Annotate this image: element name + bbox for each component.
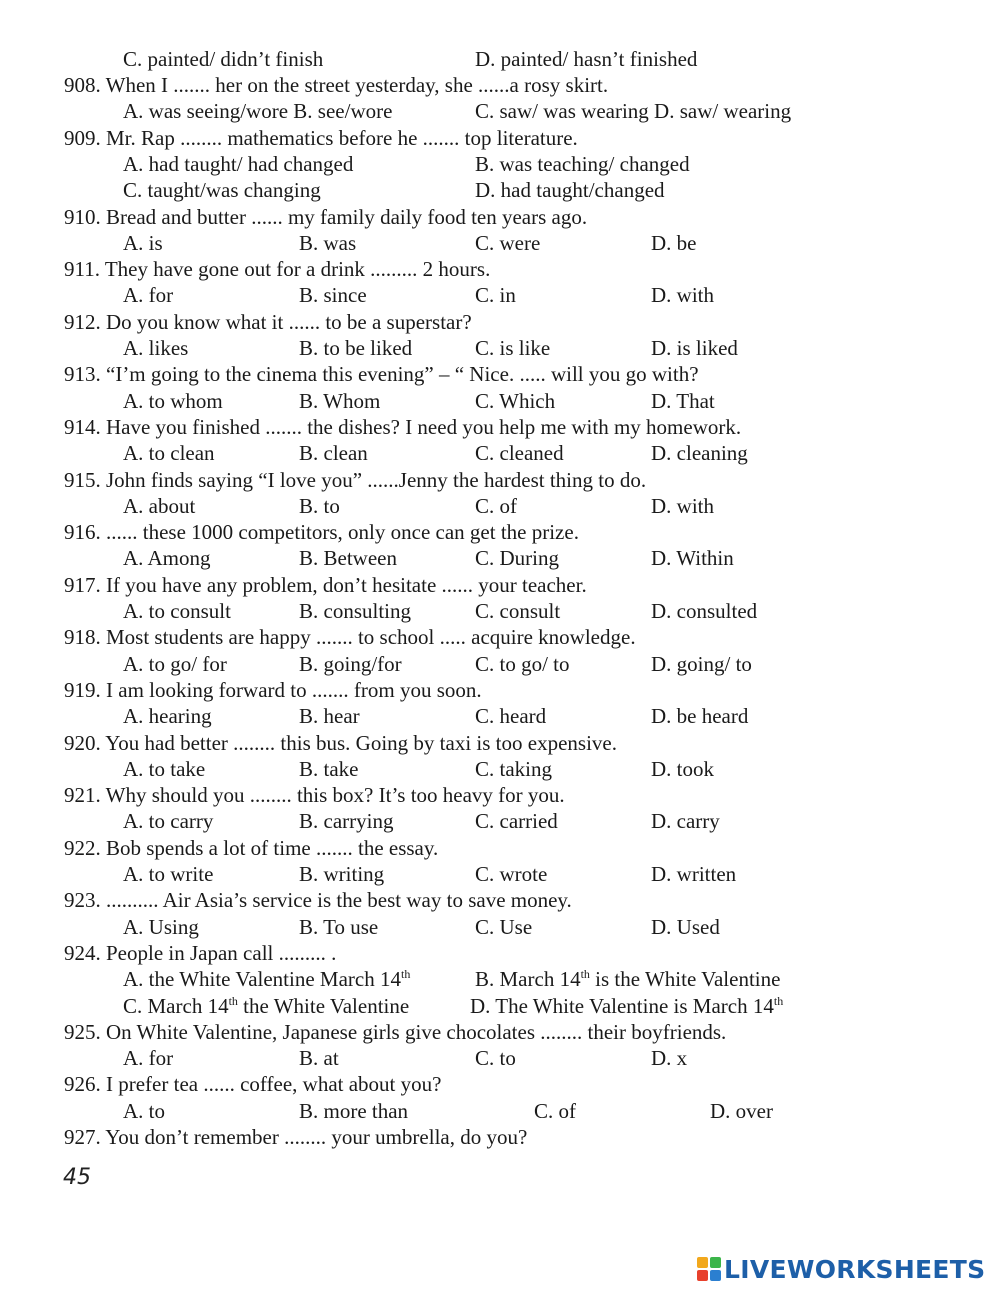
question-stem: 917. If you have any problem, don’t hesitate ...... your teacher. (64, 572, 587, 597)
option-a: A. about (123, 493, 196, 518)
option-text-tail: the White Valentine (237, 993, 410, 1018)
option-a: A. to consult (123, 599, 231, 623)
option-d: D. Within (651, 546, 734, 571)
answer-options (0, 177, 1000, 203)
question-921 (0, 782, 1000, 808)
option-c: C. taking (475, 756, 552, 781)
option-text: C. March 14 (123, 993, 229, 1018)
question-stem: 909. Mr. Rap ........ mathematics before he ....... top literature. (64, 125, 578, 150)
question-909 (0, 125, 1000, 151)
option-a: A. to write (123, 862, 214, 886)
question-919 (0, 677, 1000, 703)
question-913 (0, 361, 1000, 387)
answer-options (0, 914, 1000, 940)
option-d: D. written (651, 862, 737, 886)
option-a: A. Among (123, 546, 211, 571)
question-910 (0, 204, 1000, 230)
question-922 (0, 835, 1000, 861)
option-b: B. was (299, 230, 357, 255)
question-stem: 910. Bread and butter ...... my family daily food ten years ago. (64, 204, 588, 229)
answer-options (0, 151, 1000, 177)
option-b: B. since (299, 283, 367, 308)
option-a: A. hearing (123, 704, 212, 729)
option-b: B. at (299, 1046, 339, 1071)
answer-options (0, 756, 1000, 782)
brand-mark-square (697, 1257, 708, 1268)
option-d: D. with (651, 283, 714, 308)
answer-options (0, 282, 1000, 308)
option-d: D. be (651, 230, 697, 255)
ordinal-suffix: th (773, 993, 784, 1008)
question-stem: 908. When I ....... her on the street yesterday, she ......a rosy skirt. (64, 73, 609, 97)
question-911 (0, 256, 1000, 282)
answer-options (0, 545, 1000, 571)
question-916 (0, 519, 1000, 545)
option-c-d: C. saw/ was wearing D. saw/ wearing (475, 99, 792, 124)
question-923 (0, 887, 1000, 913)
option-c: C. to go/ to (475, 651, 570, 676)
option-c: C. to (475, 1046, 516, 1071)
option-a: A. is (123, 230, 163, 255)
option-d: D. consulted (651, 599, 758, 623)
answer-options (0, 230, 1000, 256)
option-d: D. is liked (651, 336, 738, 360)
question-920 (0, 730, 1000, 756)
question-stem: 926. I prefer tea ...... coffee, what about you? (64, 1072, 442, 1097)
prev-question-options (0, 46, 1000, 72)
answer-options (0, 98, 1000, 124)
option-c: C. cleaned (475, 441, 564, 466)
question-stem: 924. People in Japan call ......... . (64, 940, 337, 965)
option-a (123, 966, 410, 992)
answer-options (0, 993, 1000, 1019)
question-stem: 913. “I’m going to the cinema this evening” – “ Nice. ..... will you go with? (64, 362, 699, 387)
question-908 (0, 72, 1000, 98)
answer-options (0, 651, 1000, 677)
option-b: B. to be liked (299, 336, 413, 360)
option-text: A. the White Valentine March 14 (123, 967, 401, 992)
answer-options (0, 493, 1000, 519)
option-d: D. over (710, 1098, 773, 1123)
answer-options (0, 335, 1000, 361)
question-912 (0, 309, 1000, 335)
option-c (123, 993, 409, 1019)
option-a: A. to go/ for (123, 651, 227, 676)
question-stem: 920. You had better ........ this bus. Going by taxi is too expensive. (64, 730, 617, 755)
question-stem: 915. John finds saying “I love you” ......Jenny the hardest thing to do. (64, 467, 647, 492)
option-b: B. Whom (299, 388, 381, 413)
question-926 (0, 1071, 1000, 1097)
option-d: D. painted/ hasn’t finished (475, 47, 698, 71)
option-d: D. carry (651, 809, 720, 834)
question-stem: 925. On White Valentine, Japanese girls give chocolates ........ their boyfriends. (64, 1019, 727, 1044)
option-c: C. Which (475, 388, 556, 413)
question-925 (0, 1019, 1000, 1045)
question-915 (0, 467, 1000, 493)
option-b: B. writing (299, 862, 385, 886)
option-b: B. To use (299, 914, 379, 939)
brand-mark-icon (697, 1257, 721, 1281)
option-c: C. taught/was changing (123, 178, 321, 203)
question-924 (0, 940, 1000, 966)
option-d: D. took (651, 756, 714, 781)
question-927 (0, 1124, 1000, 1150)
question-stem: 919. I am looking forward to ....... from you soon. (64, 677, 482, 702)
question-stem: 921. Why should you ........ this box? It’s too heavy for you. (64, 783, 565, 808)
option-b: B. to (299, 493, 340, 518)
option-d: D. with (651, 493, 714, 518)
option-c: C. of (534, 1098, 576, 1123)
option-a: A. to (123, 1098, 165, 1123)
option-a: A. likes (123, 336, 189, 360)
option-c: C. carried (475, 809, 558, 834)
option-a: A. for (123, 1046, 174, 1071)
option-text-tail: is the White Valentine (589, 967, 781, 992)
question-918 (0, 624, 1000, 650)
brand-mark-square (710, 1270, 721, 1281)
option-b: B. going/for (299, 651, 402, 676)
option-a-b: A. was seeing/wore B. see/wore (123, 99, 393, 124)
ordinal-suffix: th (228, 993, 238, 1008)
option-d: D. Used (651, 914, 720, 939)
option-d: D. That (651, 388, 715, 413)
answer-options (0, 966, 1000, 992)
option-b: B. hear (299, 704, 360, 729)
option-b: B. was teaching/ changed (475, 151, 690, 176)
answer-options (0, 388, 1000, 414)
answer-options (0, 808, 1000, 834)
question-stem: 912. Do you know what it ...... to be a superstar? (64, 309, 472, 334)
ordinal-suffix: th (400, 967, 411, 982)
question-914 (0, 414, 1000, 440)
option-text: D. The White Valentine is March 14 (470, 993, 774, 1018)
option-c: C. painted/ didn’t finish (123, 47, 324, 71)
option-d: D. cleaning (651, 441, 748, 466)
option-c: C. consult (475, 599, 561, 623)
ordinal-suffix: th (580, 967, 590, 982)
question-917 (0, 572, 1000, 598)
brand-mark-square (710, 1257, 721, 1268)
question-stem: 923. .......... Air Asia’s service is the best way to save money. (64, 888, 572, 913)
option-a: A. to carry (123, 809, 214, 834)
answer-options (0, 1098, 1000, 1124)
brand-name: LIVEWORKSHEETS (724, 1254, 986, 1284)
option-a: A. to clean (123, 441, 215, 466)
question-stem: 914. Have you finished ....... the dishes? I need you help me with my homework. (64, 414, 742, 439)
option-c: C. heard (475, 704, 547, 729)
option-d: D. be heard (651, 704, 749, 729)
option-d (470, 993, 783, 1019)
question-stem: 911. They have gone out for a drink ......... 2 hours. (64, 257, 491, 282)
option-b: B. more than (299, 1098, 409, 1123)
option-a: A. to take (123, 756, 206, 781)
answer-options (0, 1045, 1000, 1071)
option-b (475, 966, 780, 992)
option-a: A. to whom (123, 388, 223, 413)
option-b: B. consulting (299, 599, 412, 623)
option-c: C. Use (475, 914, 533, 939)
option-text: B. March 14 (475, 967, 581, 992)
page-number: 45 (63, 1165, 91, 1190)
option-b: B. take (299, 756, 359, 781)
option-a: A. for (123, 283, 174, 308)
question-stem: 922. Bob spends a lot of time ....... the essay. (64, 835, 439, 860)
answer-options (0, 440, 1000, 466)
option-c: C. in (475, 283, 516, 308)
question-stem: 927. You don’t remember ........ your umbrella, do you? (64, 1125, 528, 1149)
brand-mark-square (697, 1270, 708, 1281)
option-c: C. were (475, 230, 541, 255)
question-stem: 916. ...... these 1000 competitors, only once can get the prize. (64, 520, 579, 545)
option-a: A. Using (123, 914, 199, 939)
option-c: C. is like (475, 336, 551, 360)
option-a: A. had taught/ had changed (123, 151, 354, 176)
answer-options (0, 861, 1000, 887)
question-stem: 918. Most students are happy ....... to school ..... acquire knowledge. (64, 625, 636, 650)
liveworksheets-logo (697, 1254, 985, 1284)
option-d: D. x (651, 1046, 688, 1071)
option-c: C. of (475, 493, 517, 518)
option-c: C. During (475, 546, 559, 571)
option-d: D. had taught/changed (475, 178, 665, 203)
option-b: B. clean (299, 441, 368, 466)
option-b: B. Between (299, 546, 397, 571)
option-c: C. wrote (475, 862, 548, 886)
option-b: B. carrying (299, 809, 394, 834)
answer-options (0, 598, 1000, 624)
option-d: D. going/ to (651, 651, 752, 676)
answer-options (0, 703, 1000, 729)
